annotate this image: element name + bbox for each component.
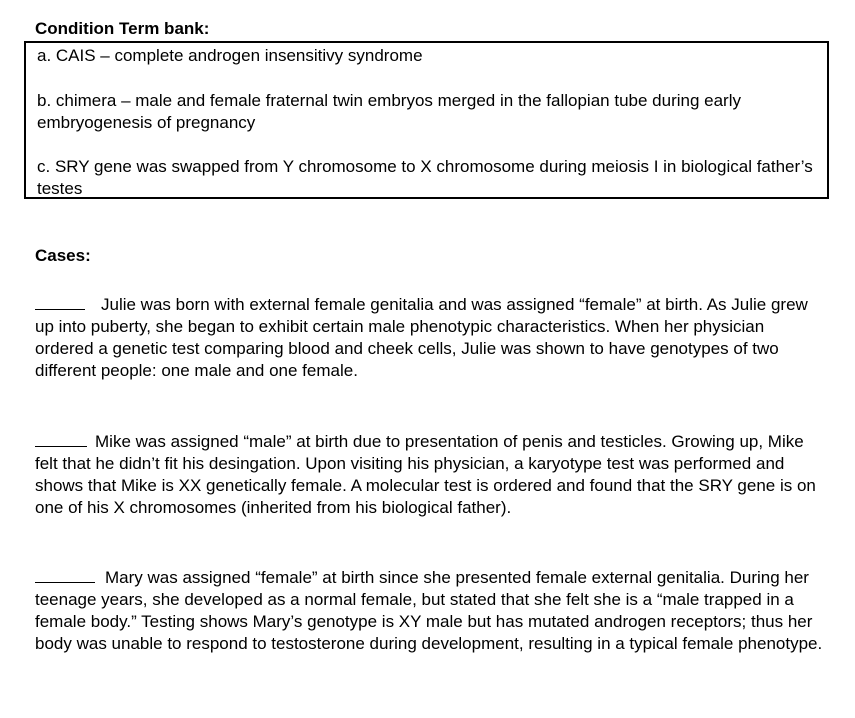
term-bank-box: [24, 41, 829, 199]
case-mike-text: Mike was assigned “male” at birth due to presentation of penis and testicles. Growing up, Mike felt that he didn’t fit his desingation. Upon visiting his physician, a karyotype test was performed and shows that Mike is XX genetically female. A molecular test is ordered and found that the SRY gene is on one of his X chromosomes (inherited from his biological father).: [35, 432, 816, 517]
answer-blank-mike[interactable]: [35, 428, 87, 447]
term-bank-heading: Condition Term bank:: [35, 19, 210, 38]
case-mary-text: Mary was assigned “female” at birth since she presented female external genitalia. During her teenage years, she developed as a normal female, but stated that she felt she is a “male trapped in a female body.” Testing shows Mary’s genotype is XY male but has mutated androgen receptors; thus her body was unable to respond to testosterone during development, resulting in a typical female phenotype.: [35, 568, 823, 653]
case-mary: [35, 564, 825, 655]
cases-heading: Cases:: [35, 246, 91, 265]
term-a: a. CAIS – complete androgen insensitivy syndrome: [37, 46, 423, 65]
case-mike: [35, 428, 825, 519]
answer-blank-julie[interactable]: [35, 291, 85, 310]
term-b: b. chimera – male and female fraternal twin embryos merged in the fallopian tube during early embryogenesis of pregnancy: [37, 91, 741, 132]
term-c: c. SRY gene was swapped from Y chromosome to X chromosome during meiosis I in biological father’s testes: [37, 157, 813, 198]
case-julie-text: Julie was born with external female genitalia and was assigned “female” at birth. As Julie grew up into puberty, she began to exhibit certain male phenotypic characteristics. When her physician ordered a genetic test comparing blood and cheek cells, Julie was shown to have genotypes of two different people: one male and one female.: [35, 295, 808, 380]
answer-blank-mary[interactable]: [35, 564, 95, 583]
case-julie: [35, 291, 825, 382]
